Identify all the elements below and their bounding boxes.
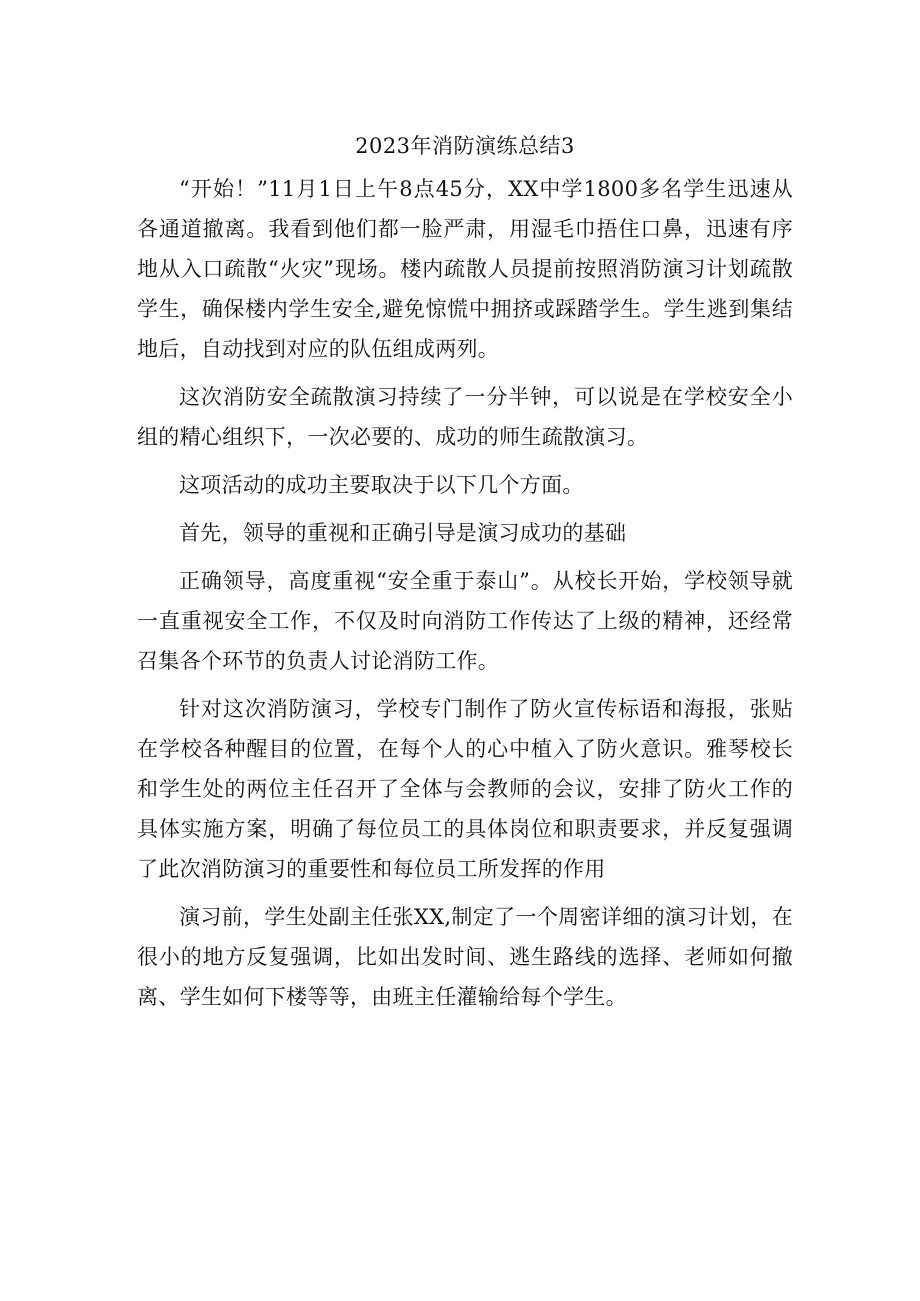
document-title: 2023年消防演练总结3 (355, 134, 575, 158)
paragraph-5: 正确领导，高度重视“安全重于泰山”。从校长开始，学校领导就一直重视安全工作，不仅及时向消防工作传达了上级的精神，还经常召集各个环节的负责人讨论消防工作。 (137, 569, 793, 673)
paragraph-2: 这次消防安全疏散演习持续了一分半钟，可以说是在学校安全小组的精心组织下，一次必要的、成功的师生疏散演习。 (137, 385, 793, 449)
document-body (137, 126, 793, 1025)
paragraph-6: 针对这次消防演习，学校专门制作了防火宣传标语和海报，张贴在学校各种醒目的位置，在每个人的心中植入了防火意识。雅琴校长和学生处的两位主任召开了全体与会教师的会议，安排了防火工作的具体实施方案，明确了每位员工的具体岗位和职责要求，并反复强调了此次消防演习的重要性和每位员工所发挥的作用 (137, 697, 793, 881)
paragraph-1: “开始！”11月1日上午8点45分，XX中学1800多名学生迅速从各通道撤离。我看到他们都一脸严肃，用湿毛巾捂住口鼻，迅速有序地从入口疏散“火灾”现场。楼内疏散人员提前按照消防演习计划疏散学生，确保楼内学生安全,避免惊慌中拥挤或踩踏学生。学生逃到集结地后，自动找到对应的队伍组成两列。 (137, 177, 793, 361)
paragraph-4: 首先，领导的重视和正确引导是演习成功的基础 (179, 521, 627, 545)
paragraph-3: 这项活动的成功主要取决于以下几个方面。 (179, 473, 584, 497)
paragraph-7: 演习前，学生处副主任张XX,制定了一个周密详细的演习计划，在很小的地方反复强调，比如出发时间、逃生路线的选择、老师如何撤离、学生如何下楼等等，由班主任灌输给每个学生。 (137, 905, 793, 1009)
